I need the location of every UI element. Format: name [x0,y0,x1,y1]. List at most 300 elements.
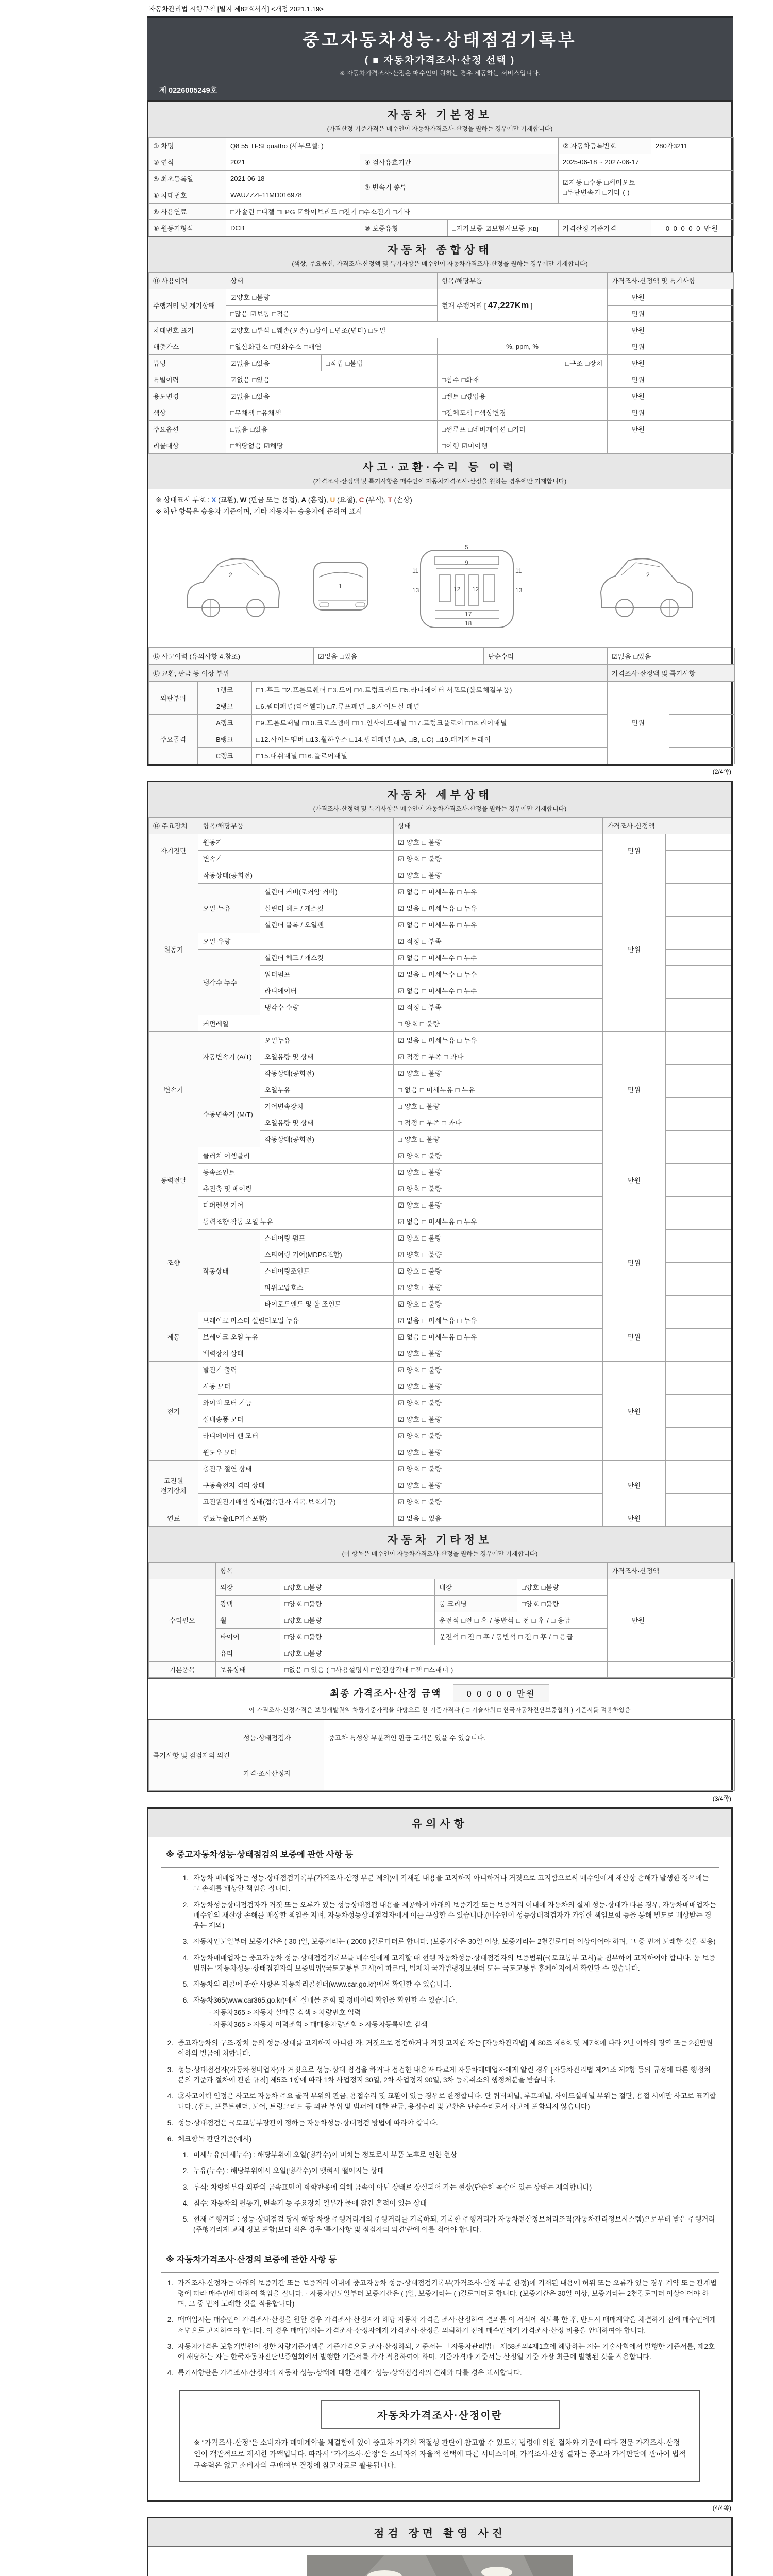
table-row: 라디에이터 팬 모터 ☑ 양호 □ 불량 [149,1428,731,1444]
subgroup-coolant-leak: 냉각수 누수 [198,950,260,1015]
legend-code-u: U [330,496,335,504]
price-blank-cell [666,1411,731,1428]
room-cleaning-label: 룸 크리닝 [435,1596,517,1612]
warranty-label: ⑩ 보증유형 [360,220,448,236]
svg-text:12: 12 [472,586,479,594]
legend-note: ※ 하단 항목은 승용차 기준이며, 기타 자동차는 승용차에 준하여 표시 [156,507,362,515]
price-blank-cell [666,999,731,1015]
price-blank-cell [666,834,731,851]
tuning-label: 튜닝 [149,355,226,371]
panel-title: ⑬ 교환, 판금 등 이상 부위 [149,665,608,682]
price-blank-cell [666,1114,731,1131]
price-blank-cell [666,1378,731,1395]
price-blank-cell [666,1015,731,1032]
price-blank-cell [666,1362,731,1378]
mileage-status-checkboxes: ☑양호 □불량 [226,289,438,306]
notice-item: 3. 부식: 차량하부와 외판의 금속표면이 화학반응에 의해 금속이 아닌 상태로 상실되어 가는 현상(단순히 녹슬어 있는 상태는 제외합니다) [182,2183,592,2191]
panel-exchange-table [148,665,735,764]
car-name-label: ① 차명 [149,138,226,154]
remarks-label: 특기사항 및 점검자의 의견 [149,1719,239,1791]
price-blank-cell [666,1213,731,1230]
table-row: 자기진단 원동기 ☑ 양호 □ 불량 만원 [149,834,731,851]
svg-text:13: 13 [412,587,419,595]
table-row [149,1719,735,1755]
table-row: 고전원전기배선 상태(접속단자,피복,보호기구) ☑ 양호 □ 불량 [149,1494,731,1510]
table-row [149,421,734,437]
accident-history-table [148,648,735,665]
reg-no-label: ② 자동차등록번호 [559,138,651,154]
col-item: 항목/해당부품 [198,818,394,834]
notice-item: 3. 성능·상태점검자(자동차정비업자)가 거짓으로 성능·상태 점검을 하거나 점검한 내용과 다르게 자동차매매업자에게 알린 경우 [자동차관리법 제21조 제2항 등의 규정에 따른 행정처분의 기준과 절차에 관한 규칙] 제5조 1항에 따라 1차 사업정지 30일, 2차 사업정지 90일, 3차 등록취소의 행정처분을 받습니다. [167,2065,711,2084]
inspection-photo-front [307,2555,573,2576]
price-blank-cell [608,437,669,454]
table-row: 실린더 헤드 / 개스킷 ☑ 없음 □ 미세누유 □ 누유 [149,900,731,917]
photos-body [148,2547,731,2576]
price-blank-cell [669,748,735,764]
transmission-checkboxes: ☑자동 □수동 □세미오토 □무단변속기 □기타 ( ) [559,171,734,204]
status-checkboxes: ☑ 적정 □ 부족 [394,999,603,1015]
inspection-label: ④ 검사유효기간 [360,154,559,171]
table-row: 커먼레일 □ 양호 □ 불량 [149,1015,731,1032]
form-reference-note: 자동차관리법 시행규칙 [별지 제82호서식] <개정 2021.1.19> [149,5,324,13]
final-price-value: 0 0 0 0 0 만원 [453,1684,550,1702]
car-diagram [148,521,731,648]
vin-mark-label: 차대번호 표기 [149,322,226,338]
price-blank-cell [669,404,734,421]
notice-sec2-list [161,2278,719,2379]
base-price-value: 0 0 0 0 0 만원 [651,220,734,236]
price-blank-cell [669,698,735,715]
table-row: 디퍼렌셜 기어 ☑ 양호 □ 불량 [149,1197,731,1213]
price-blank-cell [669,682,735,698]
rankC-items: □15.대쉬패널 □16.플로어패널 [252,748,608,764]
svg-text:11: 11 [412,567,418,575]
status-checkboxes: ☑ 양호 □ 불량 [394,1296,603,1312]
table-row: 원동기 작동상태(공회전) ☑ 양호 □ 불량 만원 [149,867,731,884]
status-checkboxes: □ 양호 □ 불량 [394,1131,603,1147]
outer-panel-group: 외판부위 [149,682,198,715]
holding-status-checkboxes: □없음 □ 있음 ( □사용설명서 □안전삼각대 □잭 □스패너 ) [280,1662,608,1678]
section-box-detail [147,781,733,1792]
price-unit-cell: 만원 [608,338,669,355]
rank1-items: □1.후드 □2.프론트휀더 □3.도어 □4.트렁크리드 □5.라디에이터 서포트(볼트체결부품) [252,682,608,698]
notice-item: 6. 자동차365(www.car365.go.kr)에서 실매물 조회 및 정비이력 확인을 확인할 수 있습니다. [182,1996,457,2005]
subgroup-at: 자동변속기 (A/T) [198,1032,260,1081]
price-blank-cell [666,982,731,999]
status-checkboxes: ☑ 없음 □ 미세누유 □ 누유 [394,1213,603,1230]
table-row [149,371,734,388]
price-blank-cell [666,1428,731,1444]
notice-subline: - 자동차365 > 자동차 이력조회 > 매매용차량조회 > 자동차등록번호 검색 [209,2020,428,2028]
price-blank-cell [666,1246,731,1263]
recall-checkboxes: □해당없음 ☑해당 [226,437,438,454]
notice-item: 1. 미세누유(미세누수) : 해당부위에 오일(냉각수)이 비치는 정도로서 부품 노후로 인한 현상 [182,2151,457,2159]
car-diagram-svg [167,526,713,641]
legend-code-t: T [388,496,392,504]
table-row: 라디에이터 ☑ 없음 □ 미세누수 □ 누수 [149,982,731,999]
basic-items-group: 기본품목 [149,1662,216,1678]
table-row [149,338,734,355]
price-blank-cell [666,1081,731,1098]
price-blank-cell [666,1065,731,1081]
status-checkboxes: ☑ 없음 □ 있음 [394,1510,603,1527]
pricing-info-body: ※ "가격조사·산정"은 소비자가 매매계약을 체결함에 있어 중고차 가격의 적절성 판단에 참고할 수 있도록 법령에 의한 절차와 기준에 따라 전문 가격조사·산정인이 객관적으로 제시한 가액입니다. 따라서 "가격조사·산정"은 소비자의 자율적 선택에 따른 서비스이며, 가격조사·산정 결과는 중고차 가격판단에 관하여 법적 구속력은 없고 소비자의 구매여부 결정에 참고자료로 활용됩니다. [194,2438,686,2470]
price-blank-cell [669,371,734,388]
table-row: 실린더 블록 / 오일팬 ☑ 없음 □ 미세누유 □ 누유 [149,917,731,933]
notice-sec1-title: ※ 중고자동차성능·상태점검의 보증에 관한 사항 등 [161,1839,719,1868]
color-checkboxes: □무채색 □유채색 [226,404,438,421]
status-checkboxes: ☑ 양호 □ 불량 [394,1494,603,1510]
table-row [149,682,735,698]
status-checkboxes: ☑ 양호 □ 불량 [394,1345,603,1362]
status-checkboxes: ☑ 양호 □ 불량 [394,1164,603,1180]
status-checkboxes: □ 적정 □ 부족 □ 과다 [394,1114,603,1131]
page-marker-4: (4/4쪽) [712,2504,731,2512]
status-checkboxes: ☑ 양호 □ 불량 [394,1428,603,1444]
year-value: 2021 [226,154,360,171]
notice-item: 5. 성능·상태점검은 국토교통부장관이 정하는 자동차성능·상태점검 방법에 따라야 합니다. [167,2119,438,2127]
price-unit-cell: 만원 [608,306,669,322]
status-checkboxes: ☑ 양호 □ 불량 [394,1197,603,1213]
notice-item: 3. 자동차가격은 보험개발원이 정한 차량기준가액을 기준가격으로 조사·산정하되, 기준서는 「자동차관리법」 제58조의4제1호에 해당하는 자는 기술사회에서 발행한 기준서를, 제2호에 해당하는 자는 한국자동차진단보증협회에서 발행한 기준서를 각각 적용하여야 하며, 기준가격과 기준서는 산정일 기준 가장 최근에 발행된 것을 적용합니다. [167,2342,715,2361]
status-checkboxes: □ 양호 □ 불량 [394,1015,603,1032]
wheel-checkboxes: □양호 □불량 [280,1612,435,1629]
document-header [147,16,733,100]
status-checkboxes: ☑ 양호 □ 불량 [394,851,603,867]
first-reg-value: 2021-06-18 [226,171,360,187]
status-checkboxes: ☑ 양호 □ 불량 [394,1279,603,1296]
overall-subtitle: (색상, 주요옵션, 가격조사·산정액 및 특기사항은 매수인이 자동차가격조사·산정을 원하는 경우에만 기재합니다) [292,260,588,267]
holding-status-label: 보유상태 [216,1662,280,1678]
table-row [149,204,734,220]
engine-type-value: DCB [226,220,360,236]
price-blank-cell [666,917,731,933]
svg-text:11: 11 [515,567,522,575]
repair-needed-group: 수리필요 [149,1579,216,1662]
group-transmission: 변속기 [149,1032,198,1147]
photos-header [148,2518,731,2547]
warranty-checkboxes: □자가보증 ☑보험사보증 [KB] [448,220,559,236]
status-checkboxes: ☑ 양호 □ 불량 [394,867,603,884]
tire-label: 타이어 [216,1629,280,1645]
price-blank-cell [666,1329,731,1345]
section-box-photos [147,2517,733,2576]
table-header-row [149,818,731,834]
table-row [149,322,734,338]
status-checkboxes: □ 양호 □ 불량 [394,1098,603,1114]
table-row: 오일 유량 ☑ 적정 □ 부족 [149,933,731,950]
table-row [149,171,734,187]
price-blank-cell [666,1197,731,1213]
notice-header [148,1809,731,1837]
table-row: 파워고압호스 ☑ 양호 □ 불량 [149,1279,731,1296]
svg-text:9: 9 [464,559,468,567]
overall-header [148,236,731,272]
table-row: 배력장치 상태 ☑ 양호 □ 불량 [149,1345,731,1362]
vin-value: WAUZZZF11MD016978 [226,187,360,204]
status-checkboxes: ☑ 적정 □ 부족 [394,933,603,950]
table-row: 스티어링 기어(MDPS포함) ☑ 양호 □ 불량 [149,1246,731,1263]
price-blank-cell [666,1131,731,1147]
col-price: 가격조사·산정액 및 특기사항 [608,273,734,289]
reg-no-value: 280가3211 [651,138,734,154]
vin-label: ⑥ 차대번호 [149,187,226,204]
price-blank-cell [666,1180,731,1197]
notice-item: 6. 체크항목 판단기준(예시) [167,2134,252,2143]
table-row [149,220,734,236]
price-unit-cell: 만원 [608,371,669,388]
table-row [149,388,734,404]
warranty-provider: [KB] [527,226,539,232]
notice-outer-list [161,2038,719,2235]
notice-criteria-list [176,2150,719,2235]
price-blank-cell [666,851,731,867]
table-row: 수동변속기 (M/T) 오일누유 □ 없음 □ 미세누유 □ 누유 [149,1081,731,1098]
col-price: 가격조사·산정액 [608,1563,735,1579]
table-row: 변속기 자동변속기 (A/T) 오일누유 ☑ 없음 □ 미세누유 □ 누유 만원 [149,1032,731,1048]
notice-item: 4. ⑫사고이력 인정은 사고로 자동차 주요 골격 부위의 판금, 용접수리 및 교환이 있는 경우로 한정합니다. 단 쿼터패널, 루프패널, 사이드실패널 부위는 절단, 용접 시에만 사고로 표기합니다. (후드, 프론트펜더, 도어, 트렁크리드 등 외판 부위 및 범퍼에 대한 판금, 용접수리 및 교환은 단순수리로서 사고에 포함되지 않습니다) [167,2092,716,2111]
price-blank-cell [669,355,734,371]
exterior-checkboxes: □양호 □불량 [280,1579,435,1596]
group-electric: 전기 [149,1362,198,1461]
main-option-label: 주요옵션 [149,421,226,437]
basic-info-title: 자동차 기본정보 [387,109,493,121]
status-checkboxes: ☑ 양호 □ 불량 [394,1065,603,1081]
status-checkboxes: ☑ 없음 □ 미세누유 □ 누유 [394,900,603,917]
table-row: 작동상태(공회전) □ 양호 □ 불량 [149,1131,731,1147]
status-checkboxes: ☑ 없음 □ 미세누유 □ 누유 [394,917,603,933]
price-blank-cell [666,1444,731,1461]
special-history-items: □침수 □화재 [438,371,608,388]
group-high-voltage: 고전원 전기장치 [149,1461,198,1510]
mileage-amount-checkboxes: □많음 ☑보통 □적음 [226,306,438,322]
basic-info-header [148,102,731,137]
table-row: 조향 동력조향 작동 오일 누유 ☑ 없음 □ 미세누유 □ 누유 만원 [149,1213,731,1230]
notice-subline: - 자동차365 > 자동차 실매물 검색 > 차량번호 입력 [209,2008,361,2016]
status-checkboxes: ☑ 적정 □ 부족 □ 과다 [394,1048,603,1065]
legend-code-w: W [240,496,247,504]
table-header-row [149,1563,735,1579]
overall-table [148,272,734,454]
first-reg-label: ⑤ 최초등록일 [149,171,226,187]
status-checkboxes: ☑ 양호 □ 불량 [394,1461,603,1477]
price-blank-cell [666,1461,731,1477]
col-status: 상태 [394,818,603,834]
svg-text:13: 13 [515,587,522,595]
table-row [149,355,734,371]
simple-repair-checkboxes: ☑없음 □있음 [608,648,735,665]
status-checkboxes: ☑ 없음 □ 미세누유 □ 누유 [394,1032,603,1048]
price-blank-cell [666,867,731,884]
price-blank-cell [666,900,731,917]
status-checkboxes: ☑ 양호 □ 불량 [394,1411,603,1428]
page-marker-2: (2/4쪽) [712,768,731,776]
main-option-checkboxes: □없음 □있음 [226,421,438,437]
svg-text:17: 17 [464,611,472,618]
color-items: □전체도색 □색상변경 [438,404,608,421]
price-blank-cell [669,421,734,437]
tire-position-checkboxes: 운전석 □ 전 □ 후 / 동반석 □ 전 □ 후 / □ 응급 [435,1629,608,1645]
table-row: 브레이크 오일 누유 ☑ 없음 □ 미세누유 □ 누유 [149,1329,731,1345]
interior-checkboxes: □양호 □불량 [517,1579,608,1596]
price-blank-cell [666,966,731,982]
subgroup-oil-leak: 오일 누유 [198,884,260,933]
table-row: 오일유량 및 상태 ☑ 적정 □ 부족 □ 과다 [149,1048,731,1065]
service-note: ※ 자동차가격조사·산정은 매수인이 원하는 경우 제공하는 서비스입니다. [339,70,541,77]
detail-table [148,817,731,1527]
usage-change-items: □렌트 □영업용 [438,388,608,404]
panel-price-col: 가격조사·산정액 및 특기사항 [608,665,735,682]
accident-title: 사고·교환·수리 등 이력 [362,462,517,473]
table-row: 동력전달 클러치 어셈블리 ☑ 양호 □ 불량 만원 [149,1147,731,1164]
base-price-label: 가격산정 기준가격 [559,220,651,236]
table-row [149,138,734,154]
table-row: 연료 연료누출(LP가스포함) ☑ 없음 □ 있음 만원 [149,1510,731,1527]
price-unit-cell: 만원 [608,388,669,404]
col-use-history: ⑪ 사용이력 [149,273,226,289]
price-blank-cell [666,933,731,950]
notice-sec1-list [176,1873,719,2030]
status-checkboxes: ☑ 양호 □ 불량 [394,1362,603,1378]
notice-item: 2. 자동차성능상태점검자가 거짓 또는 오류가 있는 성능상태점검 내용을 제공하여 아래의 보증기간 또는 보증거리 이내에 자동차의 실제 성능·상태가 다른 경우, 자동차매매업자는 매수인의 재산상 손해를 배상할 책임을 지며, 자동차성능상태점검자에게 이를 구상할 수 있습니다.(매수인이 성능상태점검자가 가입한 책임보험 등을 통해 별도로 배상받는 경우는 제외) [182,1901,716,1930]
status-checkboxes: ☑ 없음 □ 미세누유 □ 누유 [394,884,603,900]
group-engine: 원동기 [149,867,198,1032]
group-brake: 제동 [149,1312,198,1362]
tire-checkboxes: □양호 □불량 [280,1629,435,1645]
col-price: 가격조사·산정액 [603,818,731,834]
table-row: 작동상태(공회전) ☑ 양호 □ 불량 [149,1065,731,1081]
polish-label: 광택 [216,1596,280,1612]
status-checkboxes: ☑ 없음 □ 미세누유 □ 누유 [394,1312,603,1329]
rankB-label: B랭크 [198,731,252,748]
panel-price-unit: 만원 [608,682,669,764]
table-row: 오일유량 및 상태 □ 적정 □ 부족 □ 과다 [149,1114,731,1131]
status-checkboxes: □ 없음 □ 미세누유 □ 누유 [394,1081,603,1098]
appraiser-note [324,1755,735,1791]
status-checkboxes: ☑ 없음 □ 미세누유 □ 누유 [394,1329,603,1345]
notice-item: 2. 매매업자는 매수인이 가격조사·산정을 원할 경우 가격조사·산정자가 해당 자동차 가격을 조사·산정하여 결과를 이 서식에 적도록 한 후, 반드시 매매계약을 체결하기 전에 매수인에게 서면으로 고지하여야 합니다. 이 경우 매매업자는 가격조사·산정자에게 가격조사·산정을 의뢰하기 전에 매수인에게 가격조사·산정 비용을 안내하여야 합니다. [167,2316,716,2334]
notice-item: 5. 현재 주행거리 : 성능·상태점검 당시 해당 차량 주행거리계의 주행거리를 기록하되, 기록한 주행거리가 자동차전산정보처리조직(자동차관리정보시스템)으로부터 받은 주행거리(주행거리계 교체 정보 포함)보다 적은 경우 '특기사항 및 점검자의 의견'란에 이를 적어야 합니다. [182,2215,715,2234]
col-device: ⑭ 주요장치 [149,818,198,834]
table-row: 작동상태 스티어링 펌프 ☑ 양호 □ 불량 [149,1230,731,1246]
status-checkboxes: ☑ 양호 □ 불량 [394,1147,603,1164]
notice-item: 4. 특기사항란은 가격조사·산정자의 자동차 성능·상태에 대한 견해가 성능·상태점검자의 견해와 다를 경우 표시합니다. [167,2369,522,2377]
exterior-label: 외장 [216,1579,280,1596]
table-row: 스티어링조인트 ☑ 양호 □ 불량 [149,1263,731,1279]
status-checkboxes: ☑ 양호 □ 불량 [394,1395,603,1411]
price-blank-cell [666,1230,731,1246]
price-blank-cell [669,322,734,338]
price-blank-cell [666,1147,731,1164]
recall-items: □이행 ☑미이행 [438,437,608,454]
table-row [149,154,734,171]
inspection-value: 2025-06-18 ~ 2027-06-17 [559,154,734,171]
status-checkboxes: ☑ 양호 □ 불량 [394,1246,603,1263]
document-number: 제 0226005249호 [159,87,217,95]
table-row: 오일 누유 실린더 커버(로커암 커버) ☑ 없음 □ 미세누유 □ 누유 [149,884,731,900]
usage-change-label: 용도변경 [149,388,226,404]
price-blank-cell [666,1032,731,1048]
special-history-label: 특별이력 [149,371,226,388]
notice-item: 2. 중고자동차의 구조·장치 등의 성능·상태를 고지하지 아니한 자, 거짓으로 점검하거나 거짓 고지한 자는 [자동차관리법] 제 80조 제6호 및 제7호에 따라 2년 이하의 징역 또는 2천만원 이하의 벌금에 처합니다. [167,2039,713,2058]
final-price-label: 최종 가격조사·산정 금액 [330,1688,442,1699]
price-blank-cell [666,1279,731,1296]
overall-title: 자동차 종합상태 [387,244,493,256]
table-row: 등속조인트 ☑ 양호 □ 불량 [149,1164,731,1180]
status-checkboxes: ☑ 없음 □ 미세누수 □ 누수 [394,966,603,982]
other-info-subtitle: (이 항목은 매수인이 자동차가격조사·산정을 원하는 경우에만 기재합니다) [342,1550,538,1558]
table-row: 구동축전지 격리 상태 ☑ 양호 □ 불량 [149,1477,731,1494]
group-self-diagnosis: 자기진단 [149,834,198,867]
table-row: 기어변속장치 □ 양호 □ 불량 [149,1098,731,1114]
basic-info-subtitle: (가격산정 기준가격은 매수인이 자동차가격조사·산정을 원하는 경우에만 기재합니다) [327,125,553,132]
rankA-items: □9.프론트패널 □10.크로스멤버 □11.인사이드패널 □17.트렁크플로어 □18.리어패널 [252,715,608,731]
accident-header [148,454,731,489]
status-checkboxes: ☑ 양호 □ 불량 [394,1230,603,1246]
rank2-label: 2랭크 [198,698,252,715]
glass-checkboxes: □양호 □불량 [280,1645,608,1662]
notice-item: 1. 가격조사·산정자는 아래의 보증기간 또는 보증거리 이내에 중고자동차 성능·상태점검기록부(가격조사·산정 부분 한정)에 기재된 내용에 허위 또는 오류가 있는 경우 계약 또는 관계법령에 따라 매수인에 대하여 책임을 집니다. · 자동차인도일부터 보증기간은 ( )일, 보증거리는 ( )킬로미터로 합니다. (보증기간은 30일 이상, 보증거리는 2천킬로미터 이상이어야 하며, 그 중 먼저 도래한 것을 적용합니다) [167,2279,717,2308]
table-row: 추진축 및 베어링 ☑ 양호 □ 불량 [149,1180,731,1197]
current-mileage: 현재 주행거리 [ 47,227Km ] [438,289,608,322]
table-row: 전기 발전기 출력 ☑ 양호 □ 불량 만원 [149,1362,731,1378]
rank1-label: 1랭크 [198,682,252,698]
table-row: 워터펌프 ☑ 없음 □ 미세누수 □ 누수 [149,966,731,982]
notice-item: 4. 자동차매매업자는 중고자동차 성능·상태점검기록부를 매수인에게 고지할 때 현행 자동차성능·상태점검자의 보증범위(국토교통부 고시)를 첨부하여 고지하여야 합니다. 동 보증범위는 '자동차성능·상태점검자의 보증범위'(국토교통부 고시)에 따르며, 법제처 국가법령정보센터 또는 국토교통부 홈페이지에서 확인할 수 있습니다. [182,1954,716,1972]
accident-subtitle: (가격조사·산정액 및 특기사항은 매수인이 자동차가격조사·산정을 원하는 경우에만 기재합니다) [313,478,567,485]
col-status: 상태 [226,273,438,289]
table-row [149,437,734,454]
price-blank-cell [666,1345,731,1362]
price-blank-cell [666,1395,731,1411]
accident-history-checkboxes: ☑없음 □있음 [314,648,484,665]
main-option-items: □썬루프 □네비게이션 □기타 [438,421,608,437]
section-box-notice [147,1807,733,2502]
glass-label: 유리 [216,1645,280,1662]
table-header-row [149,273,734,289]
table-row [149,289,734,306]
table-row: 냉각수 누수 실린더 헤드 / 개스킷 ☑ 없음 □ 미세누수 □ 누수 [149,950,731,966]
price-blank-cell [669,437,734,454]
inspector-note: 중고차 특성상 부분적인 판금 도색은 있을 수 있습니다. [324,1719,735,1755]
recall-label: 리콜대상 [149,437,226,454]
notice-sec2-title: ※ 자동차가격조사·산정의 보증에 관한 사항 등 [161,2244,719,2273]
price-blank-cell [666,1048,731,1065]
group-steering: 조향 [149,1213,198,1312]
status-checkboxes: ☑ 양호 □ 불량 [394,1444,603,1461]
price-blank-cell [666,1263,731,1279]
table-header-row [149,665,735,682]
table-row [149,648,735,665]
price-blank-cell [669,306,734,322]
notice-item: 2. 누유(누수) : 해당부위에서 오일(냉각수)이 맺혀서 떨어지는 상태 [182,2167,384,2175]
status-checkboxes: ☑ 없음 □ 미세누수 □ 누수 [394,950,603,966]
year-label: ③ 연식 [149,154,226,171]
price-blank-cell [666,1164,731,1180]
inspector-label: 성능·상태점검자 [239,1719,324,1755]
status-checkboxes: ☑ 양호 □ 불량 [394,1378,603,1395]
price-unit-cell: 만원 [608,289,669,306]
status-checkboxes: ☑ 양호 □ 불량 [394,1180,603,1197]
accident-history-label: ⑫ 사고이력 (유의사항 4.참조) [149,648,314,665]
detail-title: 자동차 세부상태 [387,789,493,802]
rankC-label: C랭크 [198,748,252,764]
rankA-label: A랭크 [198,715,252,731]
car-name-value: Q8 55 TFSI quattro (세부모델: ) [226,138,559,154]
price-blank-cell [666,1510,731,1527]
engine-type-label: ⑨ 원동기형식 [149,220,226,236]
price-unit-cell: 만원 [608,421,669,437]
